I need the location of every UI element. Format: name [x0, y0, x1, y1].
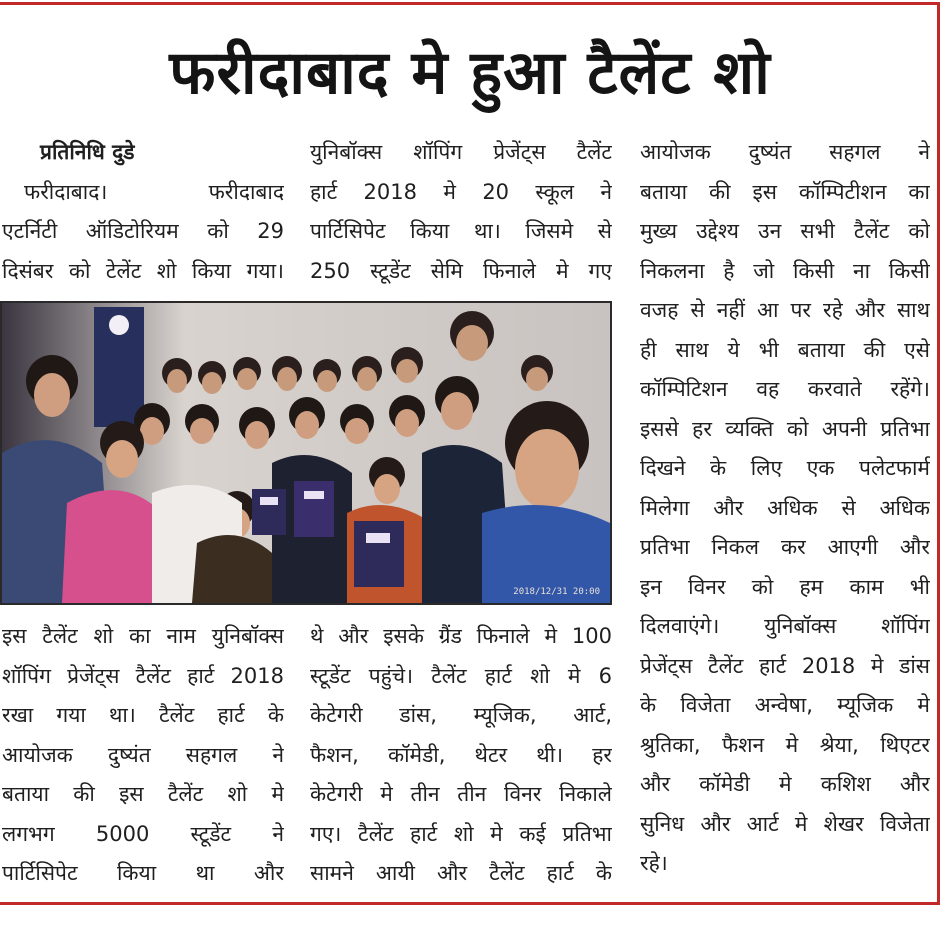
- text-line: वजह से नहीं आ पर रहे और साथ: [640, 298, 930, 322]
- text-line: प्रतिभा निकल कर आएगी और: [640, 535, 930, 559]
- text-line: मिलेगा और अधिक से अधिक: [640, 495, 930, 520]
- text-line: इससे हर व्यक्ति को अपनी प्रतिभा: [640, 416, 930, 441]
- text-line: पार्टिसिपेट किया था। जिसमे से: [310, 219, 612, 243]
- column-a-bottom: [2, 617, 284, 894]
- text-line: रखा गया था। टैलेंट हार्ट के: [2, 703, 284, 727]
- text-line: हार्ट 2018 मे 20 स्कूल ने: [310, 179, 612, 204]
- text-line: थे और इसके ग्रैंड फिनाले मे 100: [310, 624, 612, 648]
- text-line: रहे।: [640, 851, 668, 875]
- column-b-top: [310, 133, 612, 291]
- text-line: फरीदाबाद। फरीदाबाद: [24, 179, 284, 204]
- text-line: निकलना है जो किसी ना किसी: [640, 258, 930, 283]
- byline: प्रतिनिधि दुडे: [40, 140, 135, 164]
- text-line: लगभग 5000 स्टूडेंट ने: [2, 821, 284, 846]
- text-line: आयोजक दुष्यंत सहगल ने: [640, 140, 930, 164]
- text-line: एटर्निटी ऑडिटोरियम को 29: [2, 219, 284, 243]
- text-line: बताया की इस टैलेंट शो मे: [2, 782, 284, 806]
- text-line: 250 स्टूडेंट सेमि फिनाले मे गए: [310, 258, 612, 283]
- article-frame: [0, 2, 940, 905]
- text-line: बताया की इस कॉम्पिटीशन का: [640, 179, 930, 204]
- text-line: दिखने के लिए एक पलेटफार्म: [640, 456, 930, 480]
- text-line: केटेगरी मे तीन तीन विनर निकाले: [310, 782, 612, 806]
- photo-timestamp: 2018/12/31 20:00: [513, 587, 600, 597]
- column-a-top: [2, 133, 284, 291]
- text-line: गए। टैलेंट हार्ट शो मे कई प्रतिभा: [310, 821, 612, 846]
- text-line: दिसंबर को टेलेंट शो किया गया।: [2, 258, 284, 283]
- headline: फरीदाबाद मे हुआ टैलेंट शो: [169, 38, 771, 108]
- text-line: आयोजक दुष्यंत सहगल ने: [2, 742, 284, 767]
- text-line: शॉपिंग प्रेजेंट्स टैलेंट हार्ट 2018: [2, 663, 284, 688]
- text-line: इन विनर को हम काम भी: [640, 574, 930, 599]
- text-line: कॉम्पिटिशन वह करवाते रहेंगे।: [640, 377, 930, 401]
- group-photo: [0, 301, 612, 605]
- text-line: सुनिध और आर्ट मे शेखर विजेता: [640, 811, 930, 836]
- column-b-bottom: [310, 617, 612, 894]
- text-line: प्रेजेंट्स टैलेंट हार्ट 2018 मे डांस: [640, 653, 930, 678]
- group-photo-illustration: [2, 303, 610, 603]
- text-line: मुख्य उद्देश्य उन सभी टैलेंट को: [640, 219, 930, 243]
- text-line: इस टैलेंट शो का नाम युनिबॉक्स: [2, 624, 284, 648]
- text-line: और कॉमेडी मे कशिश और: [640, 772, 930, 796]
- text-line: ही साथ ये भी बताया की एसे: [640, 337, 930, 362]
- text-line: श्रुतिका, फैशन मे श्रेया, थिएटर: [640, 732, 930, 757]
- text-line: पार्टिसिपेट किया था और: [2, 861, 284, 885]
- text-line: दिलवाएंगे। युनिबॉक्स शॉपिंग: [640, 614, 930, 638]
- text-line: सामने आयी और टैलेंट हार्ट के: [310, 861, 612, 885]
- text-line: स्टूडेंट पहुंचे। टैलेंट हार्ट शो मे 6: [310, 663, 612, 688]
- text-line: युनिबॉक्स शॉपिंग प्रेजेंट्स टैलेंट: [310, 140, 612, 164]
- column-c: [640, 133, 930, 884]
- text-line: के विजेता अन्वेषा, म्यूजिक मे: [640, 693, 930, 717]
- text-line: केटेगरी डांस, म्यूजिक, आर्ट,: [310, 703, 612, 727]
- text-line: फैशन, कॉमेडी, थेटर थी। हर: [310, 742, 612, 767]
